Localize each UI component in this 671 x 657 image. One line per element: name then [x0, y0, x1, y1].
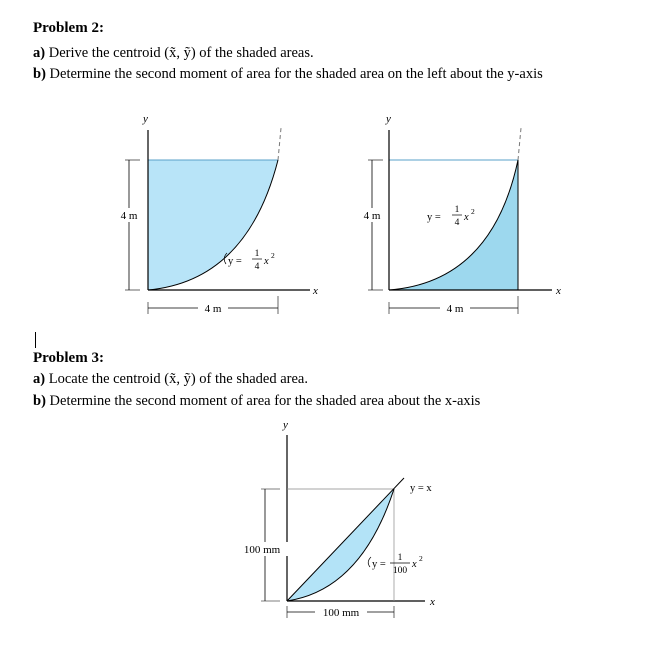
problem3-part-a — [33, 371, 308, 388]
p3-eq-den: 100 — [392, 566, 408, 576]
problem3-part-b-text: Determine the second moment of area for the shaded area about the x-axis — [49, 393, 481, 409]
p3-eq-var: x — [412, 559, 417, 570]
text-cursor — [35, 332, 36, 348]
left-y-axis-label: y — [143, 113, 148, 125]
left-eq-var: x — [264, 256, 269, 267]
left-width-dim: 4 m — [204, 303, 222, 315]
problem3-heading: Problem 3: — [33, 350, 104, 366]
p3-height-dim: 100 mm — [243, 544, 281, 556]
right-eq-exp: 2 — [471, 207, 475, 216]
left-curve-extension — [278, 128, 281, 160]
left-eq-exp: 2 — [271, 251, 275, 260]
p3-line-y-eq-x — [287, 478, 404, 601]
right-shaded-area — [389, 160, 518, 290]
p3-eq-exp: 2 — [419, 554, 423, 563]
problem2-part-a-text: Derive the centroid (x̃, ỹ) of the shaded areas. — [48, 45, 314, 61]
right-eq-den: 4 — [454, 218, 460, 228]
problem3-figure — [236, 419, 435, 619]
problem3-part-a-text: Locate the centroid (x̃, ỹ) of the shaded area. — [48, 371, 308, 387]
problem2-part-a-label: a) — [33, 45, 46, 61]
p3-x-axis-label: x — [430, 596, 435, 608]
left-height-dim: 4 m — [120, 210, 138, 222]
left-eq-lhs: y = — [228, 256, 242, 267]
problem2-right-figure — [358, 113, 561, 315]
problem2-heading: Problem 2: — [33, 20, 104, 36]
problem3-part-b — [33, 393, 480, 410]
problem2-part-b-text: Determine the second moment of area for the shaded area on the left about the y-axis — [49, 66, 543, 82]
right-y-axis-label: y — [386, 113, 391, 125]
problem3-part-a-label: a) — [33, 371, 46, 387]
right-eq-var: x — [464, 212, 469, 223]
p3-eq-leader — [368, 557, 371, 567]
left-eq-num: 1 — [254, 249, 260, 259]
problem2-part-b-label: b) — [33, 66, 46, 82]
left-x-axis-label: x — [313, 285, 318, 297]
problem3-part-b-label: b) — [33, 393, 46, 409]
p3-y-axis-label: y — [283, 419, 288, 431]
right-curve-extension — [518, 128, 521, 160]
right-eq-lhs: y = — [427, 212, 441, 223]
right-eq-num: 1 — [454, 205, 460, 215]
left-eq-den: 4 — [254, 262, 260, 272]
p3-line-eq: y = x — [410, 483, 432, 494]
p3-eq-lhs: y = — [372, 559, 386, 570]
p3-width-dim: 100 mm — [322, 607, 360, 619]
problem2-left-figure — [115, 113, 318, 315]
p3-eq-num: 1 — [397, 553, 403, 563]
right-width-dim: 4 m — [446, 303, 464, 315]
right-height-dim: 4 m — [363, 210, 381, 222]
right-x-axis-label: x — [556, 285, 561, 297]
